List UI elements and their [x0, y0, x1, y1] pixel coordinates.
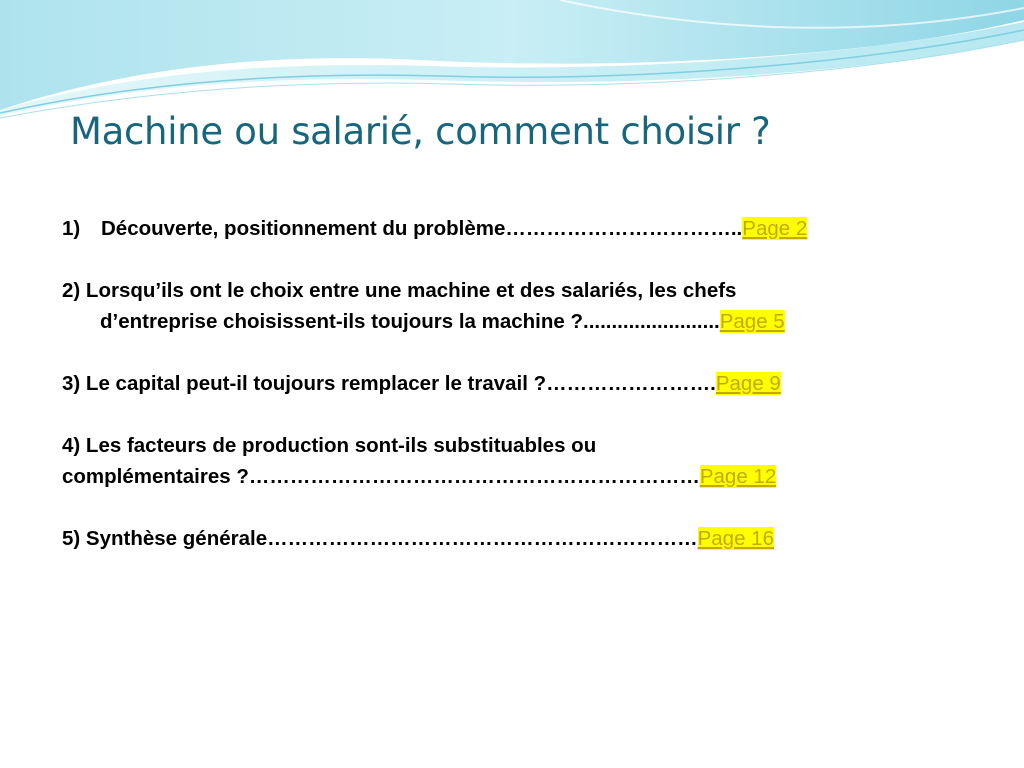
toc-entry-text-line2: complémentaires ?………………………………………………………… [62, 465, 700, 488]
toc-entry-4 [62, 430, 992, 492]
slide-title: Machine ou salarié, comment choisir ? [70, 110, 771, 153]
toc-entry-number: 1) [62, 217, 81, 240]
toc-page-link-5[interactable]: Page 16 [697, 527, 774, 550]
toc-page-link-4[interactable]: Page 12 [699, 465, 777, 488]
toc-entry-text: 5) Synthèse générale……………………………………………………… [62, 527, 698, 550]
toc-page-link-2[interactable]: Page 5 [719, 310, 785, 333]
toc-entry-1 [62, 213, 992, 244]
toc-entry-2 [62, 275, 992, 337]
toc-entry-text: 3) Le capital peut-il toujours remplacer le travail ?……………………. [62, 372, 716, 395]
toc-entry-text-line2: d’entreprise choisissent-ils toujours la machine ?........................ [100, 310, 720, 333]
table-of-contents [62, 213, 992, 585]
toc-entry-text: Découverte, positionnement du problème…………………………….. [101, 217, 743, 240]
toc-page-link-3[interactable]: Page 9 [715, 372, 781, 395]
toc-entry-3 [62, 368, 992, 399]
toc-entry-text-line1: 2) Lorsqu’ils ont le choix entre une machine et des salariés, les chefs [62, 279, 737, 302]
toc-page-link-1[interactable]: Page 2 [742, 217, 808, 240]
toc-entry-text-line1: 4) Les facteurs de production sont-ils substituables ou [62, 434, 597, 457]
toc-entry-5 [62, 523, 992, 554]
